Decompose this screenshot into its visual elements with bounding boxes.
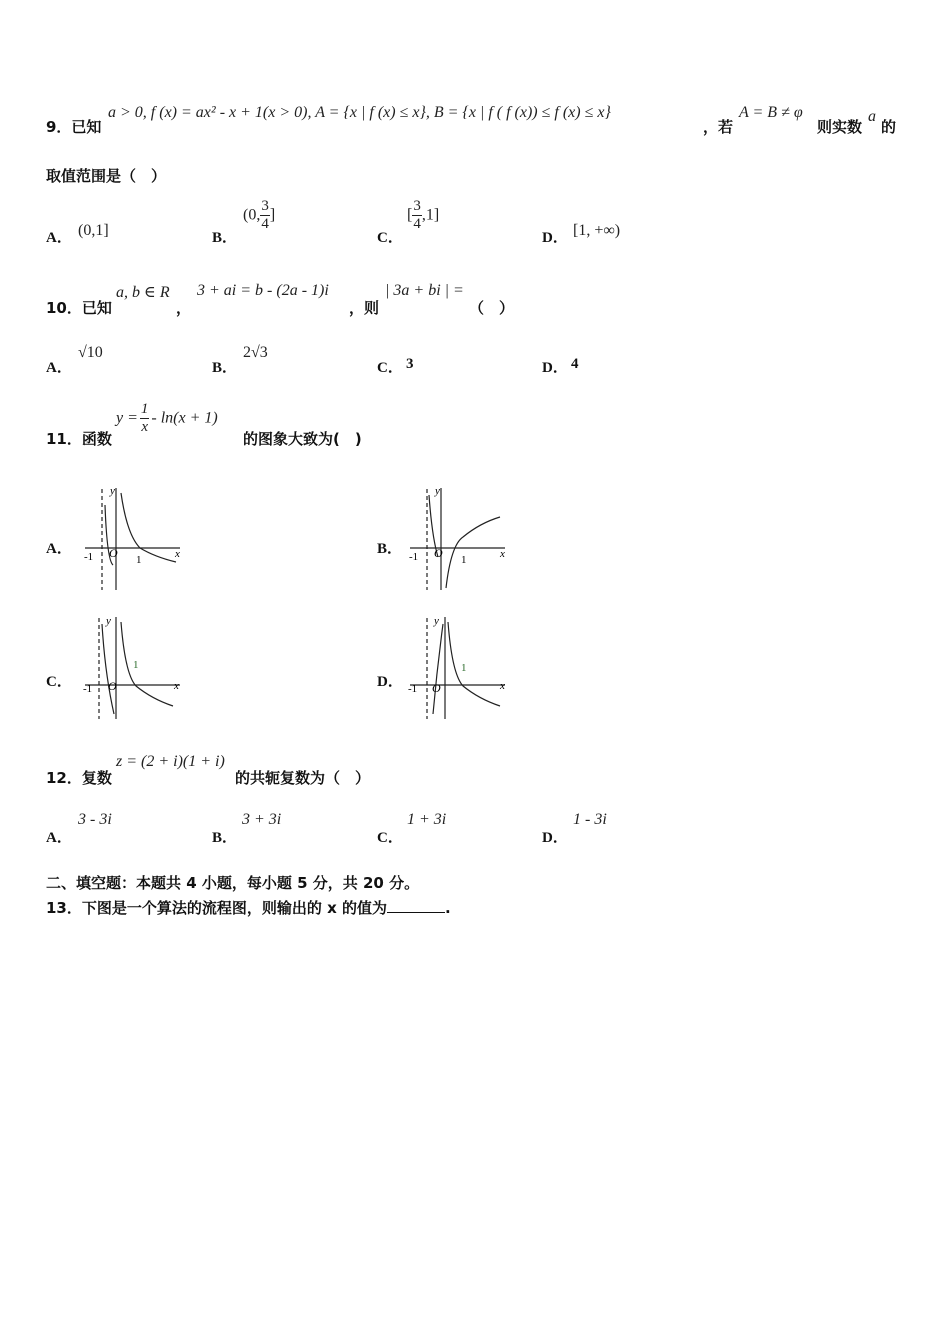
q11-function bbox=[116, 402, 218, 435]
q9-option-c-pre: [ bbox=[407, 206, 413, 224]
q10-option-a-label: A． bbox=[46, 360, 72, 376]
graph-c-origin: O bbox=[108, 679, 117, 693]
graph-d bbox=[405, 614, 515, 724]
q9-option-c-fraction bbox=[412, 199, 422, 232]
q9-option-c-label: C． bbox=[377, 230, 403, 246]
graph-a-neg1: -1 bbox=[84, 551, 94, 563]
q9-option-c-num: 3 bbox=[413, 198, 421, 214]
q11-option-a-label: A． bbox=[46, 541, 72, 557]
q13-line bbox=[46, 897, 451, 918]
q12-option-d-value: 1 - 3i bbox=[573, 811, 607, 828]
q11-rest: - ln(x + 1) bbox=[151, 409, 218, 427]
graph-b-y: y bbox=[435, 485, 440, 497]
q9-option-b-fraction bbox=[260, 199, 270, 232]
q10-condition-2: 3 + ai = b - (2a - 1)i bbox=[197, 282, 329, 299]
graph-a-x: x bbox=[175, 548, 180, 560]
q12-option-b-label: B． bbox=[212, 830, 238, 846]
q9-option-d-value: [1, +∞) bbox=[573, 222, 621, 239]
q10-option-c-label: C． bbox=[377, 360, 403, 376]
q10-option-a-value: √10 bbox=[78, 344, 103, 361]
section-2-heading: 二、填空题：本题共 4 小题，每小题 5 分，共 20 分。 bbox=[46, 874, 420, 892]
q12-option-c-value: 1 + 3i bbox=[407, 811, 447, 828]
q10-option-b-value: 2√3 bbox=[243, 344, 268, 361]
q13-text: 13．下图是一个算法的流程图，则输出的 x 的值为 bbox=[46, 899, 387, 917]
graph-a-origin: O bbox=[109, 546, 118, 560]
graph-a-one: 1 bbox=[136, 554, 142, 566]
q10-condition-1: a, b ∈ R bbox=[116, 284, 170, 301]
q12-option-b-value: 3 + 3i bbox=[242, 811, 282, 828]
q11-option-b-label: B． bbox=[377, 541, 403, 557]
q13-answer-blank bbox=[387, 898, 445, 913]
graph-b-one: 1 bbox=[461, 554, 467, 566]
graph-d-y: y bbox=[434, 615, 439, 627]
q9-var: a bbox=[868, 108, 876, 125]
q10-option-c-value: 3 bbox=[406, 356, 414, 372]
q9-option-b-pre: (0, bbox=[243, 206, 261, 224]
q9-option-a-label: A． bbox=[46, 230, 72, 246]
graph-b bbox=[405, 485, 515, 595]
graph-d-one: 1 bbox=[461, 662, 467, 674]
q9-tail-2: 的 bbox=[881, 118, 897, 136]
q9-condition-2: A = B ≠ φ bbox=[739, 104, 803, 121]
q9-option-c-value bbox=[407, 199, 439, 232]
q9-line-2: 取值范围是（ ） bbox=[46, 167, 167, 185]
q10-expr: | 3a + bi | = bbox=[385, 282, 464, 299]
q11-frac-num: 1 bbox=[140, 401, 149, 417]
graph-a bbox=[80, 485, 190, 595]
q11-option-d-label: D． bbox=[377, 674, 403, 690]
q9-option-a-value: (0,1] bbox=[78, 222, 109, 239]
q10-number: 10．已知 bbox=[46, 299, 112, 317]
q9-condition: a > 0, f (x) = ax² - x + 1(x > 0), A = {x | f (x) ≤ x}, B = {x | f ( f (x)) ≤ f (x) ≤ x} bbox=[108, 104, 611, 121]
q11-y-eq: y = bbox=[116, 409, 138, 427]
q11-fraction bbox=[140, 402, 150, 435]
q11-option-c-label: C． bbox=[46, 674, 72, 690]
q13-end: . bbox=[445, 899, 451, 917]
q11-frac-den: x bbox=[141, 419, 148, 435]
graph-d-neg1: -1 bbox=[408, 683, 418, 695]
q9-option-c-den: 4 bbox=[413, 216, 421, 232]
graph-b-origin: O bbox=[434, 546, 443, 560]
q10-ze: ，则 bbox=[349, 299, 380, 317]
graph-b-x: x bbox=[500, 548, 505, 560]
graph-b-neg1: -1 bbox=[409, 551, 419, 563]
q9-option-d-label: D． bbox=[542, 230, 568, 246]
q12-option-c-label: C． bbox=[377, 830, 403, 846]
q11-tail: 的图象大致为( ) bbox=[243, 430, 362, 448]
q9-option-b-den: 4 bbox=[261, 216, 269, 232]
graph-d-x: x bbox=[500, 680, 505, 692]
q12-option-a-value: 3 - 3i bbox=[78, 811, 112, 828]
q11-number: 11．函数 bbox=[46, 430, 112, 448]
q12-option-a-label: A． bbox=[46, 830, 72, 846]
q10-option-b-label: B． bbox=[212, 360, 238, 376]
q9-option-b-value bbox=[243, 199, 275, 232]
q9-option-c-post: ,1] bbox=[421, 206, 440, 224]
q9-option-b-num: 3 bbox=[261, 198, 269, 214]
graph-a-y: y bbox=[110, 485, 115, 497]
q9-ruo: ，若 bbox=[703, 118, 734, 136]
graph-c-one: 1 bbox=[133, 659, 139, 671]
q10-option-d-value: 4 bbox=[571, 356, 579, 372]
q10-paren: （ ） bbox=[469, 299, 515, 317]
graph-c bbox=[80, 614, 190, 724]
q10-option-d-label: D． bbox=[542, 360, 568, 376]
q9-option-b-post: ] bbox=[269, 206, 276, 224]
q12-number: 12．复数 bbox=[46, 769, 112, 787]
graph-c-neg1: -1 bbox=[83, 683, 93, 695]
graph-c-y: y bbox=[106, 615, 111, 627]
q10-comma: ， bbox=[176, 299, 192, 317]
q9-option-b-label: B． bbox=[212, 230, 238, 246]
q12-tail: 的共轭复数为（ ） bbox=[235, 769, 371, 787]
graph-d-origin: O bbox=[432, 681, 441, 695]
q12-expr: z = (2 + i)(1 + i) bbox=[116, 753, 225, 770]
graph-c-x: x bbox=[174, 680, 179, 692]
q9-tail-1: 则实数 bbox=[817, 118, 863, 136]
q9-number: 9．已知 bbox=[46, 118, 102, 136]
q12-option-d-label: D． bbox=[542, 830, 568, 846]
